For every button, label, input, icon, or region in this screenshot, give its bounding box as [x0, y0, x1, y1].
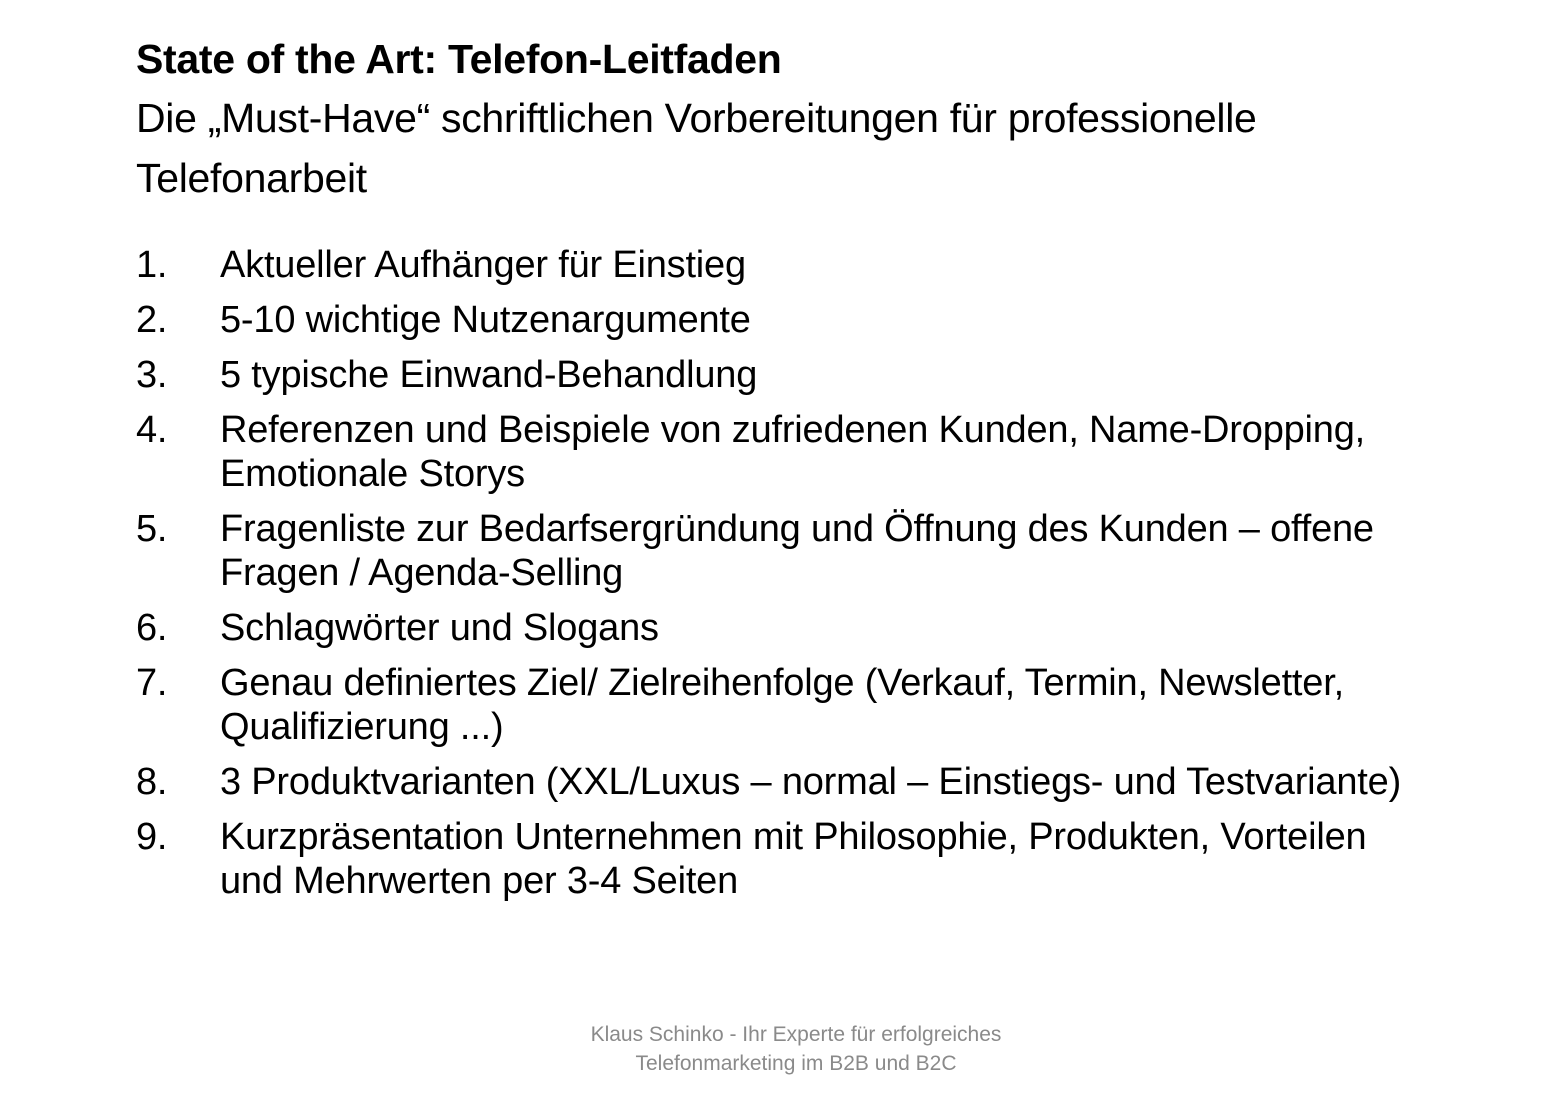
list-item-number: 5. [136, 508, 168, 550]
list-item-text: Genau definiertes Ziel/ Zielreihenfolge (Verkauf, Termin, Newsletter, Qualifizierung ...) [220, 662, 1344, 748]
list-item-text: 5 typische Einwand-Behandlung [220, 354, 758, 396]
checklist [136, 243, 1436, 914]
list-item-text: 5-10 wichtige Nutzenargumente [220, 299, 751, 341]
list-item-text: Referenzen und Beispiele von zufriedenen Kunden, Name-Dropping, Emotionale Storys [220, 409, 1366, 495]
list-item [136, 606, 1436, 650]
slide-footer [0, 1020, 1562, 1078]
list-item-number: 8. [136, 761, 168, 803]
list-item-number: 1. [136, 244, 168, 286]
list-item-text: Fragenliste zur Bedarfsergründung und Öffnung des Kunden – offene Fragen / Agenda-Selling [220, 508, 1374, 594]
list-item [136, 661, 1436, 749]
list-item-text: Kurzpräsentation Unternehmen mit Philosophie, Produkten, Vorteilen und Mehrwerten per 3-4 Seiten [220, 816, 1367, 902]
list-item-text: 3 Produktvarianten (XXL/Luxus – normal – Einstiegs- und Testvariante) [220, 761, 1402, 803]
list-item-number: 4. [136, 409, 168, 451]
list-item-number: 3. [136, 354, 168, 396]
list-item [136, 353, 1436, 397]
list-item-number: 9. [136, 816, 168, 858]
list-item [136, 243, 1436, 287]
list-item [136, 760, 1436, 804]
list-item [136, 408, 1436, 496]
list-item-number: 2. [136, 299, 168, 341]
list-item [136, 815, 1436, 903]
footer-line-1: Klaus Schinko - Ihr Experte für erfolgreiches [590, 1023, 1002, 1046]
footer-line-2: Telefonmarketing im B2B und B2C [635, 1052, 957, 1075]
slide-subtitle: Die „Must-Have“ schriftlichen Vorbereitungen für professionelle Telefonarbeit [136, 95, 1257, 201]
list-item [136, 298, 1436, 342]
list-item-number: 7. [136, 662, 168, 704]
slide-title: State of the Art: Telefon-Leitfaden [136, 36, 782, 82]
list-item-text: Aktueller Aufhänger für Einstieg [220, 244, 746, 286]
list-item-number: 6. [136, 607, 168, 649]
list-item [136, 507, 1436, 595]
list-item-text: Schlagwörter und Slogans [220, 607, 659, 649]
